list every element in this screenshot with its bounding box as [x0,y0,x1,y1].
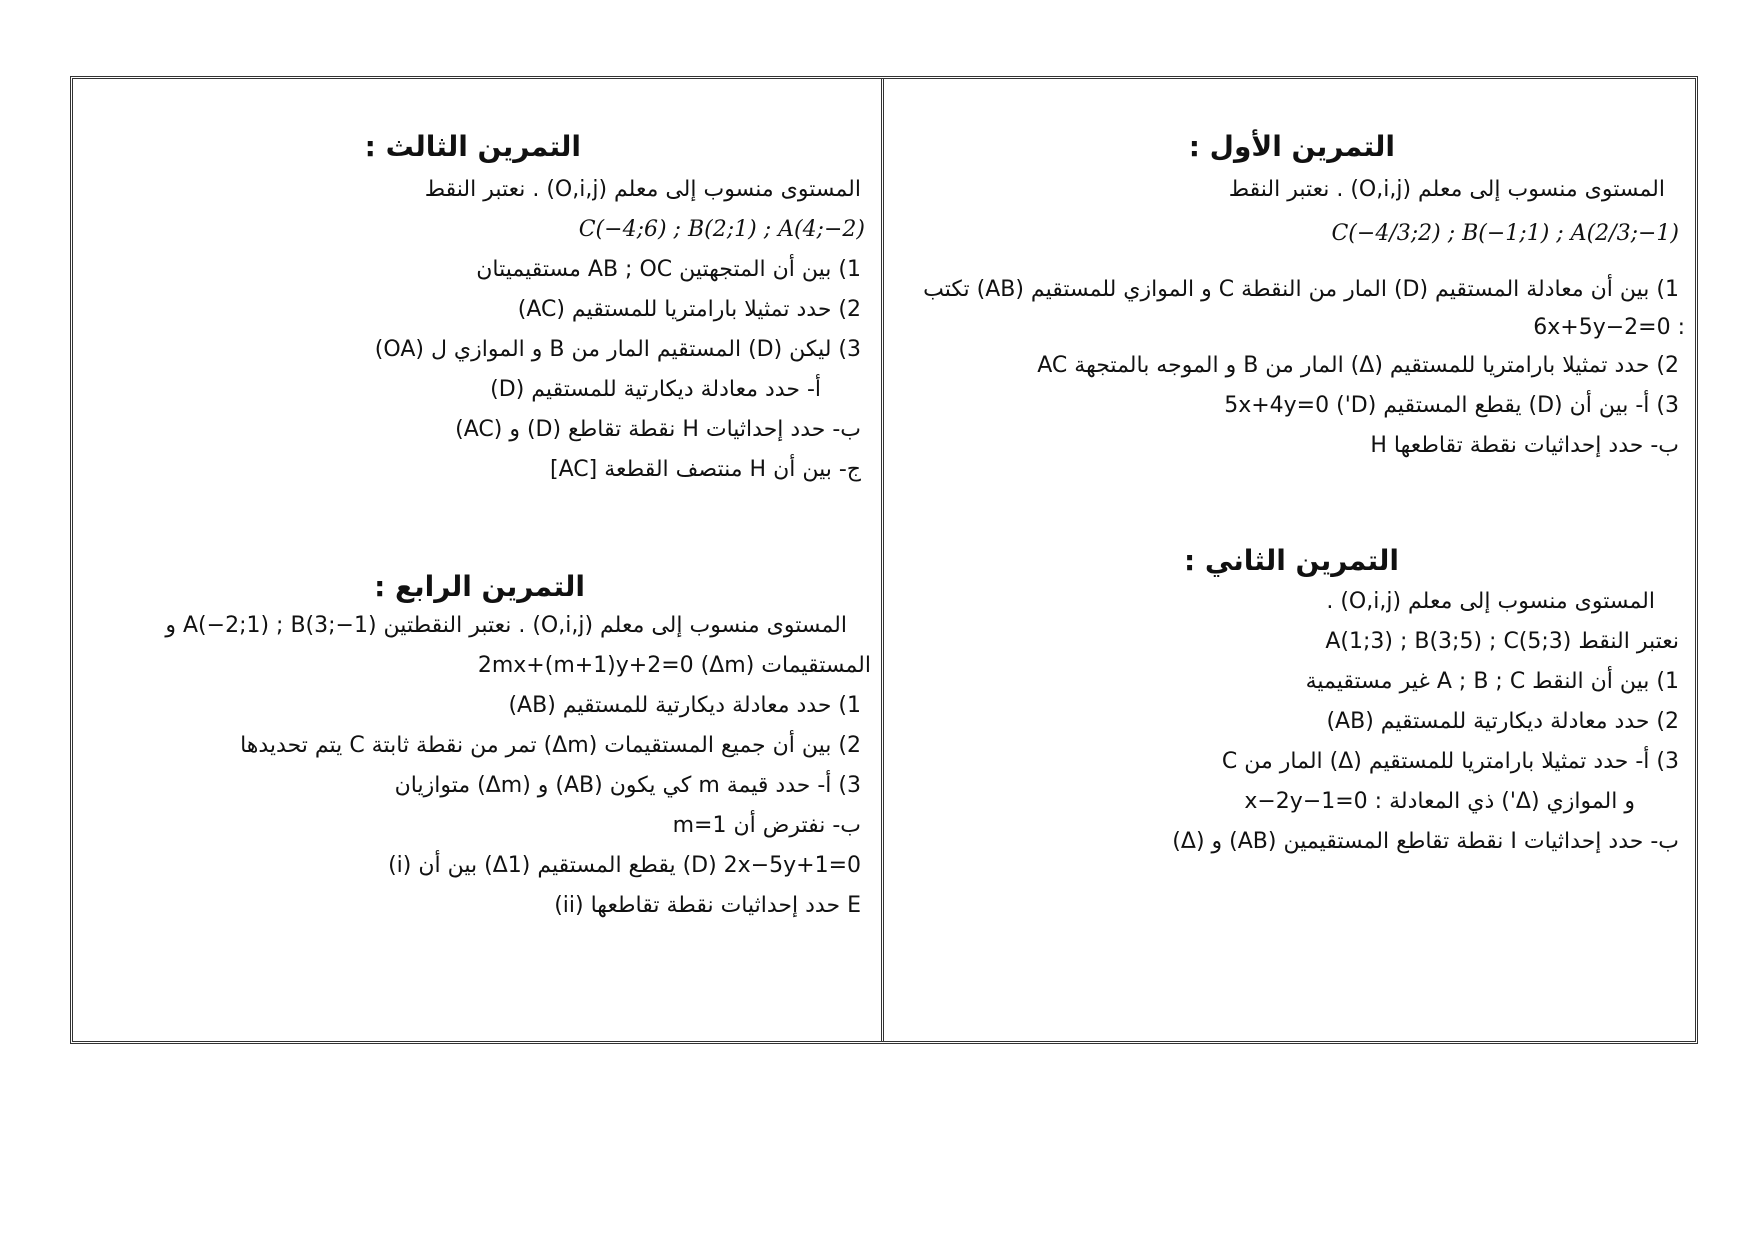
exercise-1-intro: المستوى منسوب إلى معلم (O,i,j) . نعتبر النقط [1228,177,1665,202]
exercise-3-question-3a: أ- حدد معادلة ديكارتية للمستقيم (D) [490,377,821,402]
exercise-2-intro: المستوى منسوب إلى معلم (O,i,j) . [1326,589,1655,614]
exercise-3-question-2: 2) حدد تمثيلا بارامتريا للمستقيم (AC) [517,297,861,322]
exercise-2-question-2: 2) حدد معادلة ديكارتية للمستقيم (AB) [1326,709,1679,734]
exercise-4-intro: المستوى منسوب إلى معلم (O,i,j) . نعتبر النقطتين A(−2;1) ; B(3;−1) و [165,613,847,638]
exercise-3-intro: المستوى منسوب إلى معلم (O,i,j) . نعتبر النقط [424,177,861,202]
exercise-1-question-2: 2) حدد تمثيلا بارامتريا للمستقيم (Δ) المار من B و الموجه بالمتجهة AC [1037,353,1679,378]
exercise-4-question-3b: ب- نفترض أن m=1 [672,813,861,838]
exercise-3-question-3c: ج- بين أن H منتصف القطعة [AC] [550,457,861,482]
left-column [73,79,884,1041]
exercise-2-points: نعتبر النقط A(1;3) ; B(3;5) ; C(5;3) [1325,629,1679,654]
exercise-4-question-3bii: (ii) حدد إحداثيات نقطة تقاطعها E [554,893,861,918]
exercise-3-title: التمرين الثالث : [364,130,581,163]
exercise-4-question-3bi: (i) بين أن (Δ1) يقطع المستقيم (D) 2x−5y+1=0 [388,853,861,878]
exercise-4-question-1: 1) حدد معادلة ديكارتية للمستقيم (AB) [508,693,861,718]
exercise-1-question-3a: 3) أ- بين أن (D) يقطع المستقيم (D') 5x+4y=0 [1224,393,1679,418]
exercise-2-question-3b: ب- حدد إحداثيات I نقطة تقاطع المستقيمين (AB) و (Δ) [1172,829,1679,854]
exercise-2-question-1: 1) بين أن النقط A ; B ; C غير مستقيمية [1305,669,1679,694]
exercise-2-title: التمرين الثاني : [1183,544,1399,577]
exercise-1-question-3b: ب- حدد إحداثيات نقطة تقاطعها H [1370,433,1679,458]
exercise-4-question-3a: 3) أ- حدد قيمة m كي يكون (AB) و (Δm) متوازيان [394,773,861,798]
exercise-2-question-3a: 3) أ- حدد تمثيلا بارامتريا للمستقيم (Δ) المار من C [1221,749,1679,774]
exercise-1-question-1b: 6x+5y−2=0 : [1533,315,1685,340]
exercise-3-points: C(−4;6) ; B(2;1) ; A(4;−2) [578,217,865,242]
exercise-4-question-2: 2) بين أن جميع المستقيمات (Δm) تمر من نقطة ثابتة C يتم تحديدها [240,733,861,758]
right-column [884,79,1695,1041]
exercise-3-question-1: 1) بين أن المتجهتين AB ; OC مستقيميتان [476,257,861,282]
exercise-2-question-3a-continued: و الموازي (Δ') ذي المعادلة : x−2y−1=0 [1244,789,1635,814]
exercise-sheet [70,76,1698,1044]
exercise-1-points: C(−4/3;2) ; B(−1;1) ; A(2/3;−1) [1331,221,1679,246]
exercise-4-title: التمرين الرابع : [374,570,585,603]
exercise-1-title: التمرين الأول : [1188,130,1395,163]
exercise-4-family: المستقيمات (Δm) 2mx+(m+1)y+2=0 [477,653,871,678]
exercise-3-question-3: 3) ليكن (D) المستقيم المار من B و الموازي ل (OA) [374,337,861,362]
exercise-3-question-3b: ب- حدد إحداثيات H نقطة تقاطع (D) و (AC) [455,417,861,442]
exercise-1-question-1: 1) بين أن معادلة المستقيم (D) المار من النقطة C و الموازي للمستقيم (AB) تكتب [923,277,1679,302]
